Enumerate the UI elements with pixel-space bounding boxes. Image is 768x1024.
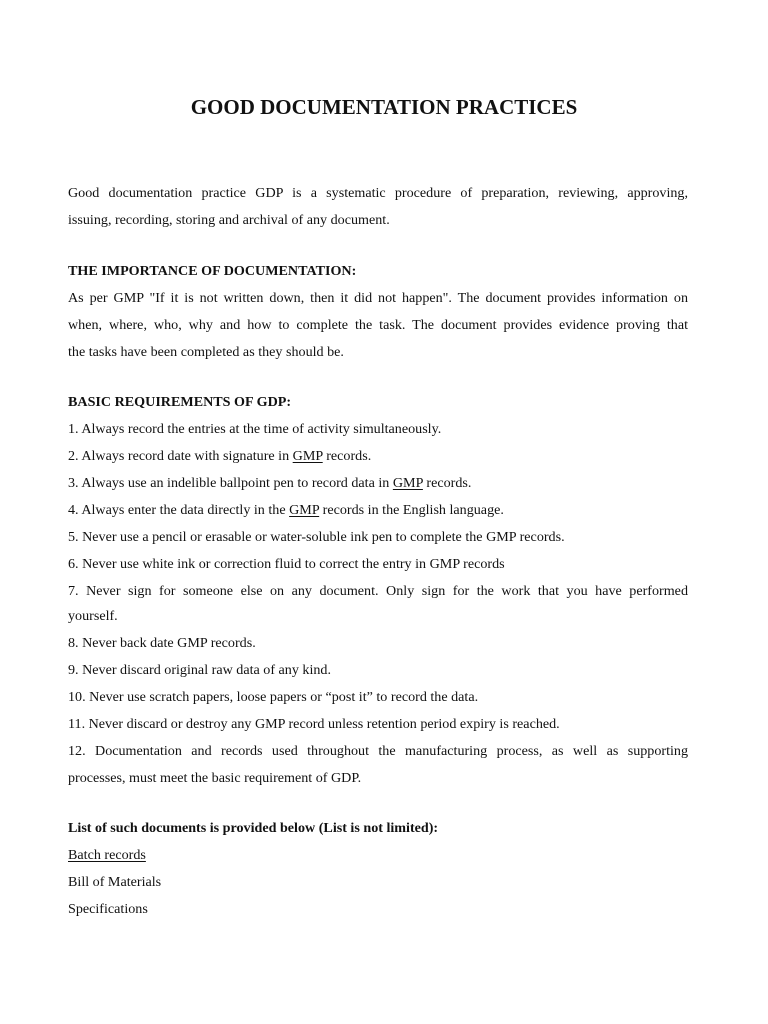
section-heading-importance: THE IMPORTANCE OF DOCUMENTATION: [68, 263, 357, 279]
intro-line: Good documentation practice GDP is a systematic procedure of preparation, reviewing, approving, [68, 185, 688, 201]
gmp-link[interactable]: GMP [292, 448, 323, 464]
requirement-item [68, 443, 688, 470]
requirement-item: 11. Never discard or destroy any GMP record unless retention period expiry is reached. [68, 716, 560, 732]
requirement-text: records. [322, 448, 372, 464]
requirement-text: 4. Always enter the data directly in the [68, 502, 290, 518]
requirement-item-continuation: processes, must meet the basic requirement of GDP. [68, 770, 362, 786]
requirement-text: 6. Never use white ink or correction fluid to correct the entry in GMP records [68, 556, 505, 572]
requirement-text: records in the English language. [319, 502, 504, 518]
batch-records-link[interactable]: Batch records [68, 847, 146, 863]
importance-line: As per GMP "If it is not written down, then it did not happen". The document provides information on [68, 290, 688, 306]
requirement-text: 1. Always record the entries at the time of activity simultaneously. [68, 421, 442, 437]
gmp-link[interactable]: GMP [289, 502, 320, 518]
requirement-item: 10. Never use scratch papers, loose papers or “post it” to record the data. [68, 689, 479, 705]
gmp-link[interactable]: GMP [392, 475, 423, 491]
requirement-text: 3. Always use an indelible ballpoint pen to record data in [68, 475, 393, 491]
requirement-item [68, 470, 688, 497]
importance-line: when, where, who, why and how to complete the task. The document provides evidence proving that [68, 317, 688, 333]
requirement-item [68, 497, 688, 524]
requirement-item [68, 551, 688, 578]
page-title: GOOD DOCUMENTATION PRACTICES [190, 95, 578, 119]
requirement-item: 12. Documentation and records used throughout the manufacturing process, as well as supporting [68, 743, 688, 759]
requirement-item [68, 524, 688, 551]
requirement-item-continuation: yourself. [68, 608, 118, 624]
requirement-item: 8. Never back date GMP records. [68, 635, 256, 651]
importance-line: the tasks have been completed as they should be. [68, 344, 344, 360]
intro-line: issuing, recording, storing and archival of any document. [68, 212, 390, 228]
section-heading-requirements: BASIC REQUIREMENTS OF GDP: [68, 394, 292, 410]
requirement-item: 9. Never discard original raw data of any kind. [68, 662, 331, 678]
requirement-text: 5. Never use a pencil or erasable or water-soluble ink pen to complete the GMP records. [68, 529, 565, 545]
requirement-text: 2. Always record date with signature in [68, 448, 293, 464]
requirement-item: 7. Never sign for someone else on any document. Only sign for the work that you have performed [68, 583, 688, 599]
section-heading-documents: List of such documents is provided below (List is not limited): [68, 820, 439, 836]
requirement-item [68, 416, 688, 443]
document-list-item: Bill of Materials [68, 874, 162, 890]
document-list-item: Specifications [68, 901, 148, 917]
requirement-text: records. [422, 475, 472, 491]
document-list-item [68, 842, 688, 869]
